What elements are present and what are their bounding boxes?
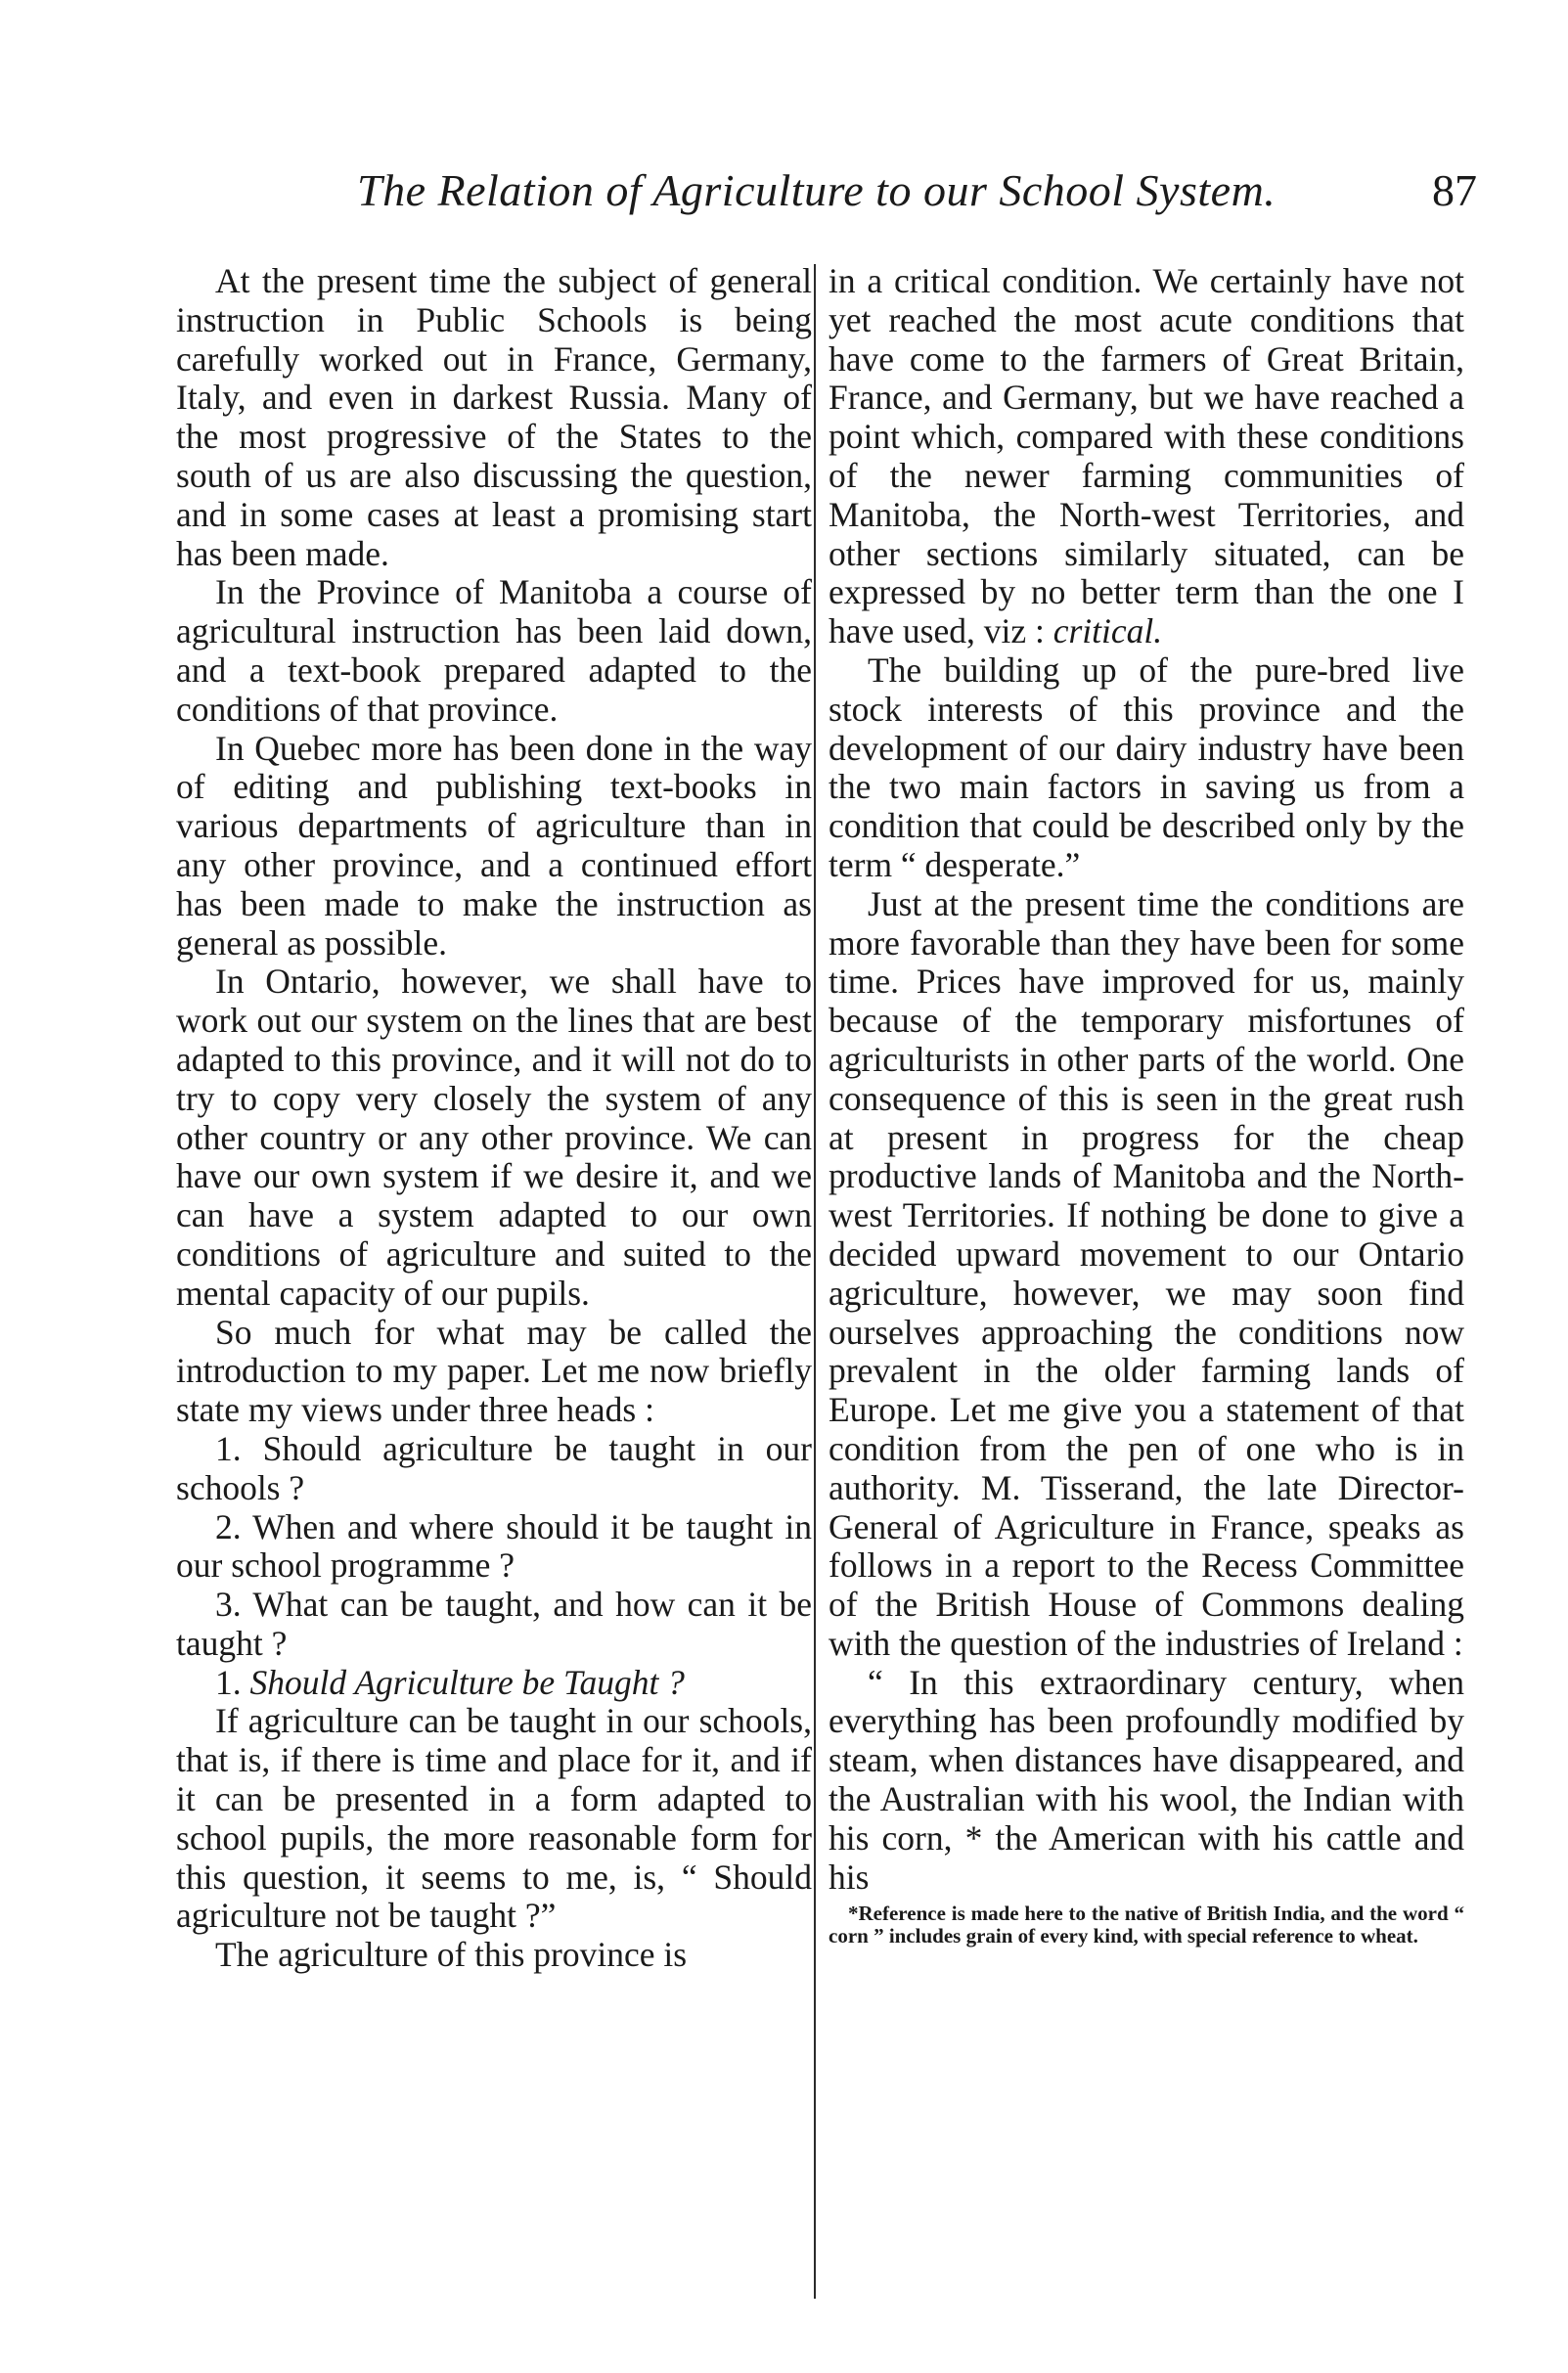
section-heading-text: Should Agriculture be Taught ? [249,1662,685,1702]
paragraph: The building up of the pure-bred live stock interests of this province and the development of our dairy industry have been the two main factors in saving us from a condition that could be described only by the term “ desperate.” [829,649,1464,884]
column-divider [814,264,816,2299]
page-header [176,164,1477,223]
paragraph [829,262,1464,651]
page-number: 87 [1432,165,1477,215]
right-column [829,262,1464,1948]
paragraph: At the present time the subject of general instruction in Public Schools is being carefully worked out in France, Germany, Italy, and even in darkest Russia. Many of the most progressive of the States to the south of us are also discussing the question, and in some cases at least a promising start has been made. [176,261,812,573]
quotation: “ In this extraordinary century, when everything has been profoundly modified by steam, when distances have disappeared, and the Australian with his wool, the Indian with his corn, * the American with his cattle and his [829,1662,1464,1897]
paragraph-text: in a critical condition. We certainly have not yet reached the most acute conditions that have come to the farmers of Great Britain, France, and Germany, but we have reached a point which, compared with these conditions of the newer farming communities of Manitoba, the North-west Territories, and other sections similarly situated, can be expressed by no better term than the one I have used, viz : [829,261,1464,651]
left-column [176,262,812,1975]
paragraph: In Ontario, however, we shall have to work out our system on the lines that are best adapted to this province, and it will not do to try to copy very closely the system of any other country or any other province. We can have our own system if we desire it, and we can have a system adapted to our own conditions of agriculture and suited to the mental capacity of our pupils. [176,962,812,1313]
emphasis-critical: critical. [1053,611,1163,651]
question-item: 2. When and where should it be taught in our school programme ? [176,1506,812,1586]
running-title: The Relation of Agriculture to our School System. [357,165,1277,215]
section-heading-number: 1. [215,1662,242,1702]
paragraph: If agriculture can be taught in our schools, that is, if there is time and place for it, and if it can be presented in a form adapted to school pupils, the more reasonable form for this question, it seems to me, is, “ Should agriculture not be taught ?” [176,1701,812,1936]
footnote [829,1903,1464,1948]
paragraph: Just at the present time the conditions are more favorable than they have been for some time. Prices have improved for us, mainly because of the temporary misfortunes of agriculturists in other parts of the world. One consequence of this is seen in the great rush at present in progress for the cheap productive lands of Manitoba and the North-west Territories. If nothing be done to give a decided upward movement to our Ontario agriculture, however, we may soon find ourselves approaching the conditions now prevalent in the older farming lands of Europe. Let me give you a statement of that condition from the pen of one who is in authority. M. Tisserand, the late Director-General of Agriculture in France, speaks as follows in a report to the Recess Committee of the British House of Commons dealing with the question of the industries of Ireland : [829,883,1464,1663]
paragraph: In Quebec more has been done in the way of editing and publishing text-books in various departments of agriculture than in any other province, and a continued effort has been made to make the instruction as general as possible. [176,728,812,963]
paragraph: So much for what may be called the introduction to my paper. Let me now briefly state my views under three heads : [176,1312,812,1430]
paragraph: In the Province of Manitoba a course of agricultural instruction has been laid down, and a text-book prepared adapted to the conditions of that province. [176,572,812,729]
footnote-text: *Reference is made here to the native of British India, and the word “ corn ” includes grain of every kind, with special reference to wheat. [829,1902,1464,1948]
question-item: 3. What can be taught, and how can it be taught ? [176,1585,812,1663]
section-heading [176,1664,812,1703]
question-item: 1. Should agriculture be taught in our schools ? [176,1428,812,1507]
paragraph: The agriculture of this province is [215,1935,688,1975]
